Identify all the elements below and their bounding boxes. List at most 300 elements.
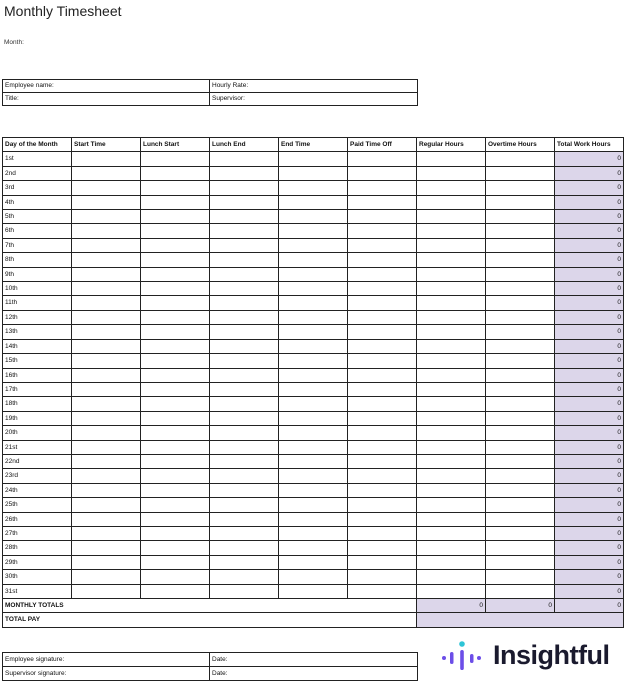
time-entry-cell[interactable] bbox=[348, 238, 417, 252]
time-entry-cell[interactable] bbox=[210, 555, 279, 569]
time-entry-cell[interactable] bbox=[72, 368, 141, 382]
time-entry-cell[interactable] bbox=[141, 310, 210, 324]
table-row bbox=[3, 483, 624, 497]
time-entry-cell[interactable] bbox=[141, 426, 210, 440]
time-entry-cell[interactable] bbox=[486, 382, 555, 396]
table-row bbox=[3, 339, 624, 353]
time-entry-cell[interactable] bbox=[486, 238, 555, 252]
time-entry-cell[interactable] bbox=[210, 498, 279, 512]
day-cell: 25th bbox=[3, 498, 72, 512]
time-entry-cell[interactable] bbox=[417, 339, 486, 353]
time-entry-cell[interactable] bbox=[72, 210, 141, 224]
time-entry-cell[interactable] bbox=[348, 498, 417, 512]
time-entry-cell[interactable] bbox=[210, 166, 279, 180]
time-entry-cell[interactable] bbox=[210, 411, 279, 425]
day-cell: 1st bbox=[3, 152, 72, 166]
day-cell: 28th bbox=[3, 541, 72, 555]
time-entry-cell[interactable] bbox=[279, 354, 348, 368]
time-entry-cell[interactable] bbox=[486, 310, 555, 324]
day-cell: 4th bbox=[3, 195, 72, 209]
time-entry-cell[interactable] bbox=[417, 368, 486, 382]
time-entry-cell[interactable] bbox=[72, 267, 141, 281]
total-hours-cell: 0 bbox=[555, 152, 624, 166]
time-entry-cell[interactable] bbox=[348, 368, 417, 382]
employee-date-field[interactable]: Date: bbox=[210, 653, 418, 667]
time-entry-cell[interactable] bbox=[210, 310, 279, 324]
time-entry-cell[interactable] bbox=[348, 454, 417, 468]
time-entry-cell[interactable] bbox=[210, 267, 279, 281]
time-entry-cell[interactable] bbox=[141, 296, 210, 310]
time-entry-cell[interactable] bbox=[141, 440, 210, 454]
time-entry-cell[interactable] bbox=[141, 498, 210, 512]
employee-signature-field[interactable]: Employee signature: bbox=[3, 653, 210, 667]
time-entry-cell[interactable] bbox=[279, 368, 348, 382]
time-entry-cell[interactable] bbox=[279, 267, 348, 281]
time-entry-cell[interactable] bbox=[279, 570, 348, 584]
time-entry-cell[interactable] bbox=[72, 325, 141, 339]
total-hours-cell: 0 bbox=[555, 296, 624, 310]
table-row bbox=[3, 368, 624, 382]
time-entry-cell[interactable] bbox=[486, 483, 555, 497]
time-entry-cell[interactable] bbox=[72, 166, 141, 180]
time-entry-cell[interactable] bbox=[348, 310, 417, 324]
time-entry-cell[interactable] bbox=[72, 498, 141, 512]
total-pay-label: TOTAL PAY bbox=[3, 613, 417, 627]
signature-table bbox=[2, 652, 418, 681]
day-cell: 30th bbox=[3, 570, 72, 584]
total-hours-cell: 0 bbox=[555, 397, 624, 411]
time-entry-cell[interactable] bbox=[72, 584, 141, 598]
time-entry-cell[interactable] bbox=[279, 325, 348, 339]
day-cell: 11th bbox=[3, 296, 72, 310]
table-row bbox=[3, 253, 624, 267]
time-entry-cell[interactable] bbox=[348, 526, 417, 540]
total-hours-cell: 0 bbox=[555, 426, 624, 440]
time-entry-cell[interactable] bbox=[348, 469, 417, 483]
time-entry-cell[interactable] bbox=[486, 440, 555, 454]
hourly-rate-field[interactable]: Hourly Rate: bbox=[210, 80, 418, 93]
time-entry-cell[interactable] bbox=[279, 440, 348, 454]
time-entry-cell[interactable] bbox=[72, 411, 141, 425]
time-entry-cell[interactable] bbox=[72, 397, 141, 411]
time-entry-cell[interactable] bbox=[417, 483, 486, 497]
total-hours-cell: 0 bbox=[555, 512, 624, 526]
time-entry-cell[interactable] bbox=[210, 469, 279, 483]
time-entry-cell[interactable] bbox=[486, 224, 555, 238]
insightful-logo bbox=[441, 640, 609, 671]
time-entry-cell[interactable] bbox=[141, 526, 210, 540]
time-entry-cell[interactable] bbox=[417, 526, 486, 540]
time-entry-cell[interactable] bbox=[417, 238, 486, 252]
time-entry-cell[interactable] bbox=[348, 339, 417, 353]
time-entry-cell[interactable] bbox=[72, 152, 141, 166]
time-entry-cell[interactable] bbox=[417, 454, 486, 468]
time-entry-cell[interactable] bbox=[417, 584, 486, 598]
table-row bbox=[3, 238, 624, 252]
time-entry-cell[interactable] bbox=[279, 454, 348, 468]
time-entry-cell[interactable] bbox=[141, 253, 210, 267]
time-entry-cell[interactable] bbox=[279, 555, 348, 569]
time-entry-cell[interactable] bbox=[72, 426, 141, 440]
time-entry-cell[interactable] bbox=[486, 426, 555, 440]
time-entry-cell[interactable] bbox=[72, 526, 141, 540]
time-entry-cell[interactable] bbox=[72, 224, 141, 238]
regular-hours-total: 0 bbox=[417, 599, 486, 613]
time-entry-cell[interactable] bbox=[72, 454, 141, 468]
time-entry-cell[interactable] bbox=[417, 570, 486, 584]
table-row bbox=[3, 426, 624, 440]
time-entry-cell[interactable] bbox=[417, 426, 486, 440]
time-entry-cell[interactable] bbox=[210, 224, 279, 238]
time-entry-cell[interactable] bbox=[141, 238, 210, 252]
time-entry-cell[interactable] bbox=[486, 253, 555, 267]
table-row bbox=[3, 282, 624, 296]
employee-name-field[interactable]: Employee name: bbox=[3, 80, 210, 93]
time-entry-cell[interactable] bbox=[141, 555, 210, 569]
time-entry-cell[interactable] bbox=[72, 282, 141, 296]
time-entry-cell[interactable] bbox=[417, 195, 486, 209]
time-entry-cell[interactable] bbox=[417, 498, 486, 512]
time-entry-cell[interactable] bbox=[210, 210, 279, 224]
time-entry-cell[interactable] bbox=[486, 555, 555, 569]
time-entry-cell[interactable] bbox=[486, 195, 555, 209]
time-entry-cell[interactable] bbox=[141, 181, 210, 195]
timesheet-table bbox=[2, 137, 624, 628]
time-entry-cell[interactable] bbox=[72, 541, 141, 555]
day-cell: 17th bbox=[3, 382, 72, 396]
day-cell: 20th bbox=[3, 426, 72, 440]
table-row bbox=[3, 310, 624, 324]
time-entry-cell[interactable] bbox=[348, 570, 417, 584]
time-entry-cell[interactable] bbox=[72, 555, 141, 569]
time-entry-cell[interactable] bbox=[279, 526, 348, 540]
time-entry-cell[interactable] bbox=[279, 282, 348, 296]
time-entry-cell[interactable] bbox=[210, 541, 279, 555]
time-entry-cell[interactable] bbox=[210, 152, 279, 166]
time-entry-cell[interactable] bbox=[279, 181, 348, 195]
time-entry-cell[interactable] bbox=[141, 354, 210, 368]
time-entry-cell[interactable] bbox=[72, 440, 141, 454]
total-hours-cell: 0 bbox=[555, 440, 624, 454]
time-entry-cell[interactable] bbox=[141, 368, 210, 382]
time-entry-cell[interactable] bbox=[141, 584, 210, 598]
time-entry-cell[interactable] bbox=[72, 310, 141, 324]
time-entry-cell[interactable] bbox=[348, 354, 417, 368]
time-entry-cell[interactable] bbox=[279, 310, 348, 324]
column-header: Regular Hours bbox=[417, 138, 486, 152]
time-entry-cell[interactable] bbox=[348, 152, 417, 166]
time-entry-cell[interactable] bbox=[417, 512, 486, 526]
time-entry-cell[interactable] bbox=[417, 282, 486, 296]
time-entry-cell[interactable] bbox=[210, 570, 279, 584]
table-row bbox=[3, 512, 624, 526]
time-entry-cell[interactable] bbox=[348, 555, 417, 569]
time-entry-cell[interactable] bbox=[141, 541, 210, 555]
time-entry-cell[interactable] bbox=[72, 469, 141, 483]
day-cell: 6th bbox=[3, 224, 72, 238]
day-cell: 13th bbox=[3, 325, 72, 339]
time-entry-cell[interactable] bbox=[72, 354, 141, 368]
time-entry-cell[interactable] bbox=[417, 310, 486, 324]
total-hours-cell: 0 bbox=[555, 483, 624, 497]
total-hours-cell: 0 bbox=[555, 526, 624, 540]
time-entry-cell[interactable] bbox=[417, 325, 486, 339]
time-entry-cell[interactable] bbox=[279, 411, 348, 425]
day-cell: 21st bbox=[3, 440, 72, 454]
time-entry-cell[interactable] bbox=[210, 584, 279, 598]
time-entry-cell[interactable] bbox=[417, 555, 486, 569]
table-row bbox=[3, 152, 624, 166]
time-entry-cell[interactable] bbox=[486, 469, 555, 483]
time-entry-cell[interactable] bbox=[348, 325, 417, 339]
time-entry-cell[interactable] bbox=[486, 368, 555, 382]
total-hours-cell: 0 bbox=[555, 310, 624, 324]
time-entry-cell[interactable] bbox=[210, 526, 279, 540]
time-entry-cell[interactable] bbox=[348, 296, 417, 310]
time-entry-cell[interactable] bbox=[486, 152, 555, 166]
time-entry-cell[interactable] bbox=[279, 382, 348, 396]
time-entry-cell[interactable] bbox=[348, 584, 417, 598]
time-entry-cell[interactable] bbox=[72, 238, 141, 252]
time-entry-cell[interactable] bbox=[72, 181, 141, 195]
day-cell: 24th bbox=[3, 483, 72, 497]
total-hours-cell: 0 bbox=[555, 253, 624, 267]
total-hours-cell: 0 bbox=[555, 354, 624, 368]
time-entry-cell[interactable] bbox=[486, 181, 555, 195]
time-entry-cell[interactable] bbox=[72, 512, 141, 526]
time-entry-cell[interactable] bbox=[210, 512, 279, 526]
time-entry-cell[interactable] bbox=[348, 210, 417, 224]
time-entry-cell[interactable] bbox=[348, 224, 417, 238]
total-hours-cell: 0 bbox=[555, 166, 624, 180]
time-entry-cell[interactable] bbox=[486, 210, 555, 224]
table-row bbox=[3, 570, 624, 584]
time-entry-cell[interactable] bbox=[279, 224, 348, 238]
time-entry-cell[interactable] bbox=[141, 325, 210, 339]
time-entry-cell[interactable] bbox=[486, 166, 555, 180]
time-entry-cell[interactable] bbox=[348, 541, 417, 555]
title-field[interactable]: Title: bbox=[3, 93, 210, 106]
time-entry-cell[interactable] bbox=[348, 253, 417, 267]
overtime-hours-total: 0 bbox=[486, 599, 555, 613]
time-entry-cell[interactable] bbox=[279, 469, 348, 483]
time-entry-cell[interactable] bbox=[279, 296, 348, 310]
time-entry-cell[interactable] bbox=[486, 282, 555, 296]
time-entry-cell[interactable] bbox=[141, 210, 210, 224]
time-entry-cell[interactable] bbox=[279, 238, 348, 252]
day-cell: 9th bbox=[3, 267, 72, 281]
time-entry-cell[interactable] bbox=[348, 411, 417, 425]
time-entry-cell[interactable] bbox=[72, 253, 141, 267]
month-label: Month: bbox=[4, 39, 24, 46]
time-entry-cell[interactable] bbox=[417, 411, 486, 425]
column-header: End Time bbox=[279, 138, 348, 152]
day-cell: 31st bbox=[3, 584, 72, 598]
time-entry-cell[interactable] bbox=[210, 426, 279, 440]
time-entry-cell[interactable] bbox=[141, 195, 210, 209]
total-hours-cell: 0 bbox=[555, 224, 624, 238]
column-header: Start Time bbox=[72, 138, 141, 152]
time-entry-cell[interactable] bbox=[486, 541, 555, 555]
table-row bbox=[3, 166, 624, 180]
time-entry-cell[interactable] bbox=[279, 195, 348, 209]
time-entry-cell[interactable] bbox=[279, 512, 348, 526]
day-cell: 19th bbox=[3, 411, 72, 425]
time-entry-cell[interactable] bbox=[417, 296, 486, 310]
time-entry-cell[interactable] bbox=[210, 483, 279, 497]
day-cell: 15th bbox=[3, 354, 72, 368]
time-entry-cell[interactable] bbox=[486, 411, 555, 425]
total-pay-value bbox=[417, 613, 624, 627]
time-entry-cell[interactable] bbox=[72, 570, 141, 584]
table-row bbox=[3, 195, 624, 209]
time-entry-cell[interactable] bbox=[279, 253, 348, 267]
time-entry-cell[interactable] bbox=[279, 397, 348, 411]
table-row bbox=[3, 411, 624, 425]
time-entry-cell[interactable] bbox=[279, 152, 348, 166]
time-entry-cell[interactable] bbox=[210, 282, 279, 296]
time-entry-cell[interactable] bbox=[417, 382, 486, 396]
page-title: Monthly Timesheet bbox=[4, 3, 122, 19]
monthly-totals-row bbox=[3, 599, 624, 613]
time-entry-cell[interactable] bbox=[141, 224, 210, 238]
time-entry-cell[interactable] bbox=[348, 195, 417, 209]
time-entry-cell[interactable] bbox=[417, 469, 486, 483]
time-entry-cell[interactable] bbox=[279, 210, 348, 224]
time-entry-cell[interactable] bbox=[279, 498, 348, 512]
table-row bbox=[3, 440, 624, 454]
time-entry-cell[interactable] bbox=[486, 296, 555, 310]
time-entry-cell[interactable] bbox=[348, 166, 417, 180]
time-entry-cell[interactable] bbox=[210, 339, 279, 353]
table-row bbox=[3, 354, 624, 368]
time-entry-cell[interactable] bbox=[417, 210, 486, 224]
day-cell: 2nd bbox=[3, 166, 72, 180]
day-cell: 29th bbox=[3, 555, 72, 569]
time-entry-cell[interactable] bbox=[210, 195, 279, 209]
time-entry-cell[interactable] bbox=[141, 469, 210, 483]
time-entry-cell[interactable] bbox=[486, 325, 555, 339]
time-entry-cell[interactable] bbox=[417, 267, 486, 281]
time-entry-cell[interactable] bbox=[486, 512, 555, 526]
time-entry-cell[interactable] bbox=[141, 339, 210, 353]
total-hours-cell: 0 bbox=[555, 238, 624, 252]
time-entry-cell[interactable] bbox=[486, 354, 555, 368]
time-entry-cell[interactable] bbox=[348, 483, 417, 497]
day-cell: 10th bbox=[3, 282, 72, 296]
time-entry-cell[interactable] bbox=[210, 368, 279, 382]
total-hours-cell: 0 bbox=[555, 181, 624, 195]
time-entry-cell[interactable] bbox=[141, 483, 210, 497]
time-entry-cell[interactable] bbox=[141, 454, 210, 468]
time-entry-cell[interactable] bbox=[279, 339, 348, 353]
time-entry-cell[interactable] bbox=[486, 584, 555, 598]
time-entry-cell[interactable] bbox=[348, 382, 417, 396]
monthly-totals-label: MONTHLY TOTALS bbox=[3, 599, 417, 613]
time-entry-cell[interactable] bbox=[417, 440, 486, 454]
total-hours-cell: 0 bbox=[555, 454, 624, 468]
time-entry-cell[interactable] bbox=[417, 181, 486, 195]
time-entry-cell[interactable] bbox=[348, 426, 417, 440]
time-entry-cell[interactable] bbox=[210, 325, 279, 339]
time-entry-cell[interactable] bbox=[279, 541, 348, 555]
day-cell: 14th bbox=[3, 339, 72, 353]
time-entry-cell[interactable] bbox=[210, 382, 279, 396]
time-entry-cell[interactable] bbox=[417, 397, 486, 411]
time-entry-cell[interactable] bbox=[72, 382, 141, 396]
day-cell: 5th bbox=[3, 210, 72, 224]
column-header: Total Work Hours bbox=[555, 138, 624, 152]
time-entry-cell[interactable] bbox=[210, 354, 279, 368]
time-entry-cell[interactable] bbox=[210, 181, 279, 195]
total-hours-cell: 0 bbox=[555, 368, 624, 382]
column-header: Paid Time Off bbox=[348, 138, 417, 152]
time-entry-cell[interactable] bbox=[210, 397, 279, 411]
time-entry-cell[interactable] bbox=[348, 282, 417, 296]
time-entry-cell[interactable] bbox=[486, 570, 555, 584]
time-entry-cell[interactable] bbox=[417, 152, 486, 166]
time-entry-cell[interactable] bbox=[210, 454, 279, 468]
supervisor-date-field[interactable]: Date: bbox=[210, 667, 418, 681]
supervisor-field[interactable]: Supervisor: bbox=[210, 93, 418, 106]
day-cell: 18th bbox=[3, 397, 72, 411]
time-entry-cell[interactable] bbox=[141, 512, 210, 526]
time-entry-cell[interactable] bbox=[210, 440, 279, 454]
time-entry-cell[interactable] bbox=[417, 253, 486, 267]
time-entry-cell[interactable] bbox=[141, 411, 210, 425]
time-entry-cell[interactable] bbox=[279, 166, 348, 180]
time-entry-cell[interactable] bbox=[210, 296, 279, 310]
time-entry-cell[interactable] bbox=[417, 541, 486, 555]
time-entry-cell[interactable] bbox=[141, 382, 210, 396]
time-entry-cell[interactable] bbox=[486, 454, 555, 468]
time-entry-cell[interactable] bbox=[417, 354, 486, 368]
time-entry-cell[interactable] bbox=[486, 498, 555, 512]
time-entry-cell[interactable] bbox=[348, 440, 417, 454]
total-hours-cell: 0 bbox=[555, 541, 624, 555]
time-entry-cell[interactable] bbox=[141, 282, 210, 296]
time-entry-cell[interactable] bbox=[486, 526, 555, 540]
time-entry-cell[interactable] bbox=[348, 397, 417, 411]
time-entry-cell[interactable] bbox=[141, 166, 210, 180]
time-entry-cell[interactable] bbox=[141, 267, 210, 281]
time-entry-cell[interactable] bbox=[486, 397, 555, 411]
time-entry-cell[interactable] bbox=[486, 339, 555, 353]
logo-text: Insightful bbox=[493, 640, 610, 670]
time-entry-cell[interactable] bbox=[348, 512, 417, 526]
time-entry-cell[interactable] bbox=[417, 224, 486, 238]
time-entry-cell[interactable] bbox=[72, 339, 141, 353]
time-entry-cell[interactable] bbox=[279, 426, 348, 440]
time-entry-cell[interactable] bbox=[210, 238, 279, 252]
time-entry-cell[interactable] bbox=[279, 584, 348, 598]
time-entry-cell[interactable] bbox=[72, 296, 141, 310]
time-entry-cell[interactable] bbox=[417, 166, 486, 180]
time-entry-cell[interactable] bbox=[72, 195, 141, 209]
time-entry-cell[interactable] bbox=[348, 181, 417, 195]
time-entry-cell[interactable] bbox=[141, 570, 210, 584]
time-entry-cell[interactable] bbox=[486, 267, 555, 281]
time-entry-cell[interactable] bbox=[141, 152, 210, 166]
day-cell: 26th bbox=[3, 512, 72, 526]
time-entry-cell[interactable] bbox=[210, 253, 279, 267]
time-entry-cell[interactable] bbox=[141, 397, 210, 411]
time-entry-cell[interactable] bbox=[279, 483, 348, 497]
table-row bbox=[3, 224, 624, 238]
time-entry-cell[interactable] bbox=[72, 483, 141, 497]
supervisor-signature-field[interactable]: Supervisor signature: bbox=[3, 667, 210, 681]
time-entry-cell[interactable] bbox=[348, 267, 417, 281]
